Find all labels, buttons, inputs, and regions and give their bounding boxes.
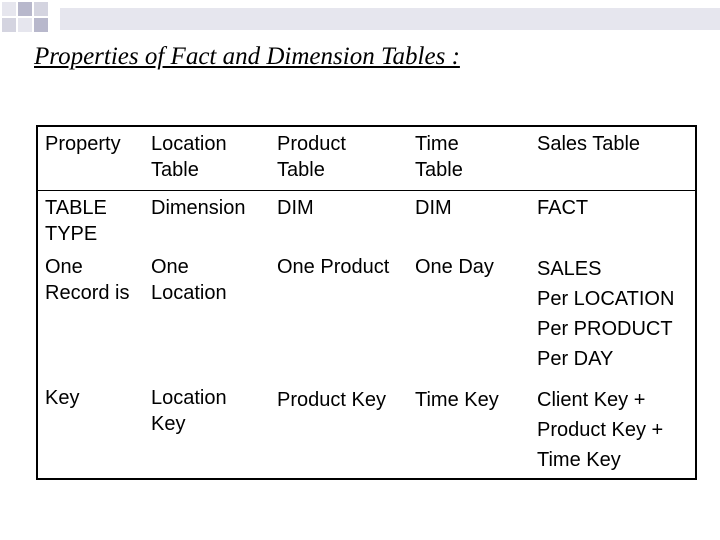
cell-text-line: Table xyxy=(277,159,325,181)
table-cell xyxy=(37,381,144,479)
cell-text-line: Client Key + xyxy=(537,389,646,411)
table-header-cell xyxy=(37,126,144,191)
properties-table xyxy=(36,125,697,480)
table-cell xyxy=(270,381,408,479)
cell-text-line: Property xyxy=(45,133,121,155)
table-header-row xyxy=(37,126,696,191)
cell-text-line: TYPE xyxy=(45,223,98,245)
table-cell xyxy=(408,191,530,251)
table-cell xyxy=(530,381,696,479)
table-header-cell xyxy=(144,126,270,191)
cell-text-line: Per LOCATION xyxy=(537,288,675,310)
cell-text-line: SALES xyxy=(537,258,602,280)
table-cell xyxy=(530,191,696,251)
table-header-cell xyxy=(270,126,408,191)
cell-text-line: Location xyxy=(151,133,227,155)
cell-text-line: Sales Table xyxy=(537,133,641,155)
cell-text-line: Record is xyxy=(45,282,130,304)
cell-text-line: TABLE xyxy=(45,197,107,219)
table-header-cell xyxy=(408,126,530,191)
table-row xyxy=(37,381,696,479)
cell-text-line: Dimension xyxy=(151,197,246,219)
cell-text-line: Key xyxy=(151,413,186,435)
cell-text-line: Location xyxy=(151,282,227,304)
cell-text-line: Product xyxy=(277,133,346,155)
table-cell xyxy=(530,250,696,381)
cell-text-line: Per PRODUCT xyxy=(537,318,673,340)
cell-text-line: Product Key xyxy=(277,389,386,411)
cell-text-line: Product Key + xyxy=(537,419,664,441)
cell-text-line: DIM xyxy=(277,197,314,219)
table-row xyxy=(37,250,696,381)
cell-text-line: Location xyxy=(151,387,227,409)
table-row xyxy=(37,191,696,251)
cell-text-line: FACT xyxy=(537,197,589,219)
table-cell xyxy=(270,250,408,381)
cell-text-line: Table xyxy=(415,159,463,181)
table-cell xyxy=(37,191,144,251)
cell-text-line: One xyxy=(45,256,83,278)
cell-text-line: DIM xyxy=(415,197,452,219)
cell-text-line: Key xyxy=(45,387,80,409)
cell-text-line: Per DAY xyxy=(537,348,614,370)
table-cell xyxy=(37,250,144,381)
table-header-cell xyxy=(530,126,696,191)
slide-title: Properties of Fact and Dimension Tables : xyxy=(34,43,460,70)
table-cell xyxy=(144,381,270,479)
table-cell xyxy=(144,250,270,381)
table-cell xyxy=(270,191,408,251)
cell-text-line: One Product xyxy=(277,256,390,278)
table-cell xyxy=(408,250,530,381)
corner-decoration xyxy=(0,0,720,36)
table-cell xyxy=(144,191,270,251)
cell-text-line: Time Key xyxy=(537,449,621,471)
cell-text-line: Table xyxy=(151,159,199,181)
cell-text-line: Time xyxy=(415,133,459,155)
cell-text-line: One Day xyxy=(415,256,494,278)
table-cell xyxy=(408,381,530,479)
cell-text-line: One xyxy=(151,256,189,278)
cell-text-line: Time Key xyxy=(415,389,499,411)
